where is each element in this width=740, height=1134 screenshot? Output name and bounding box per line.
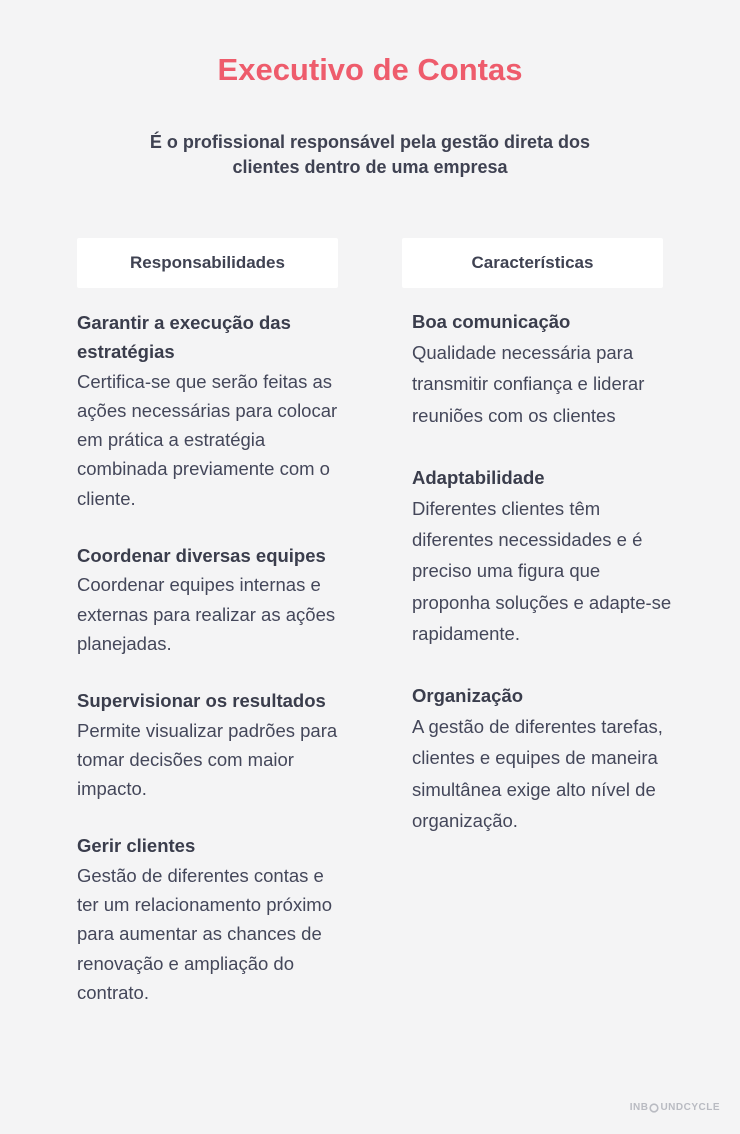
inboundcycle-logo [630,1102,720,1113]
item-text: A gestão de diferentes tarefas, clientes e equipes de maneira simultânea exige alto nível de organização. [412,716,663,831]
characteristics-header: Características [402,238,663,288]
characteristics-list [412,306,682,867]
list-item [77,308,349,513]
responsibilities-header: Responsabilidades [77,238,338,288]
item-title: Coordenar diversas equipes [77,545,326,567]
item-title: Boa comunicação [412,311,571,332]
item-text: Certifica-se que serão feitas as ações necessárias para colocar em prática a estratégia combinada previamente com o cliente. [77,370,338,509]
item-text: Gestão de diferentes contas e ter um relacionamento próximo para aumentar as chances de renovação e ampliação do contrato. [77,864,332,1003]
item-text: Diferentes clientes têm diferentes necessidades e é preciso uma figura que proponha soluções e adapte-se rapidamente. [412,498,672,644]
list-item [412,462,682,649]
item-title: Adaptabilidade [412,466,545,488]
item-text: Qualidade necessária para transmitir confiança e liderar reuniões com os clientes [412,342,645,426]
responsibilities-list [77,308,349,1035]
list-item [77,686,349,803]
page-subtitle: É o profissional responsável pela gestão direta dos clientes dentro de uma empresa [149,132,591,177]
item-title: Gerir clientes [77,835,196,857]
list-item [77,541,349,658]
list-item [412,306,682,431]
list-item [77,831,349,1007]
item-text: Coordenar equipes internas e externas para realizar as ações planejadas. [77,574,336,654]
item-title: Garantir a execução das estratégias [77,312,291,363]
item-title: Supervisionar os resultados [77,690,326,712]
item-title: Organização [412,685,524,707]
logo-text-start: INB [629,1102,649,1113]
logo-text-end: UNDCYCLE [660,1102,720,1113]
page-title: Executivo de Contas [217,52,523,87]
list-item [412,680,682,836]
item-text: Permite visualizar padrões para tomar decisões com maior impacto. [77,719,338,800]
circle-o-icon [649,1103,659,1113]
